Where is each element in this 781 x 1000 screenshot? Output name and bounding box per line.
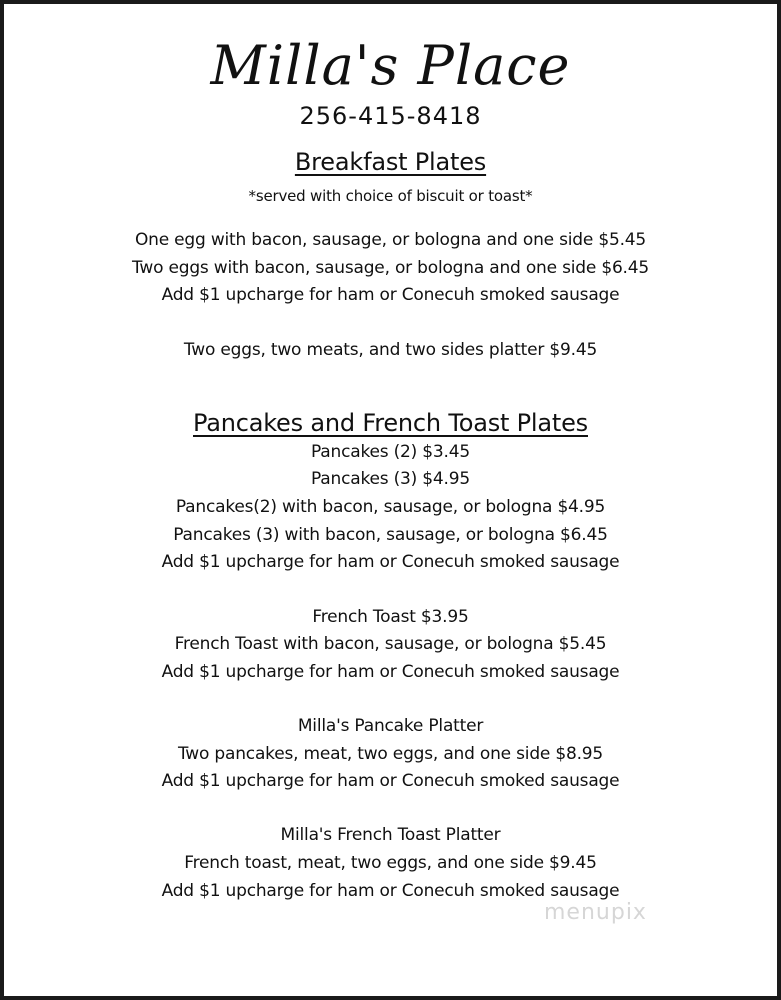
menu-item: Pancakes (2) $3.45 [311, 442, 470, 462]
menu-item: Two eggs, two meats, and two sides platter $9.45 [183, 340, 598, 360]
menu-item: Pancakes(2) with bacon, sausage, or bologna $4.95 [175, 497, 606, 517]
menu-item: Milla's French Toast Platter [280, 825, 501, 845]
menu-item: French Toast with bacon, sausage, or bologna $5.45 [174, 634, 607, 654]
restaurant-phone: 256-415-8418 [299, 102, 482, 130]
menu-item: Add $1 upcharge for ham or Conecuh smoked sausage [161, 771, 620, 791]
menu-item: French toast, meat, two eggs, and one side $9.45 [184, 853, 597, 873]
menu-item: Add $1 upcharge for ham or Conecuh smoked sausage [161, 552, 620, 572]
menu-item: Pancakes (3) $4.95 [311, 469, 470, 489]
menu-item: One egg with bacon, sausage, or bologna and one side $5.45 [134, 230, 647, 250]
menu-item: Milla's Pancake Platter [297, 716, 484, 736]
breakfast-heading: Breakfast Plates [294, 148, 487, 176]
restaurant-name: Milla's Place [210, 34, 571, 97]
menu-item: Two pancakes, meat, two eggs, and one side $8.95 [177, 744, 604, 764]
menu-item: Pancakes (3) with bacon, sausage, or bologna $6.45 [173, 525, 608, 545]
menu-page [4, 4, 777, 996]
pancakes-heading: Pancakes and French Toast Plates [193, 409, 588, 437]
menu-item: French Toast $3.95 [312, 607, 469, 627]
watermark: menupix [544, 900, 647, 925]
breakfast-note: *served with choice of biscuit or toast* [248, 187, 533, 205]
menu-item: Add $1 upcharge for ham or Conecuh smoked sausage [161, 285, 620, 305]
menu-item: Add $1 upcharge for ham or Conecuh smoked sausage [161, 662, 620, 682]
menu-item: Add $1 upcharge for ham or Conecuh smoked sausage [161, 881, 620, 901]
menu-item: Two eggs with bacon, sausage, or bologna and one side $6.45 [132, 258, 649, 278]
